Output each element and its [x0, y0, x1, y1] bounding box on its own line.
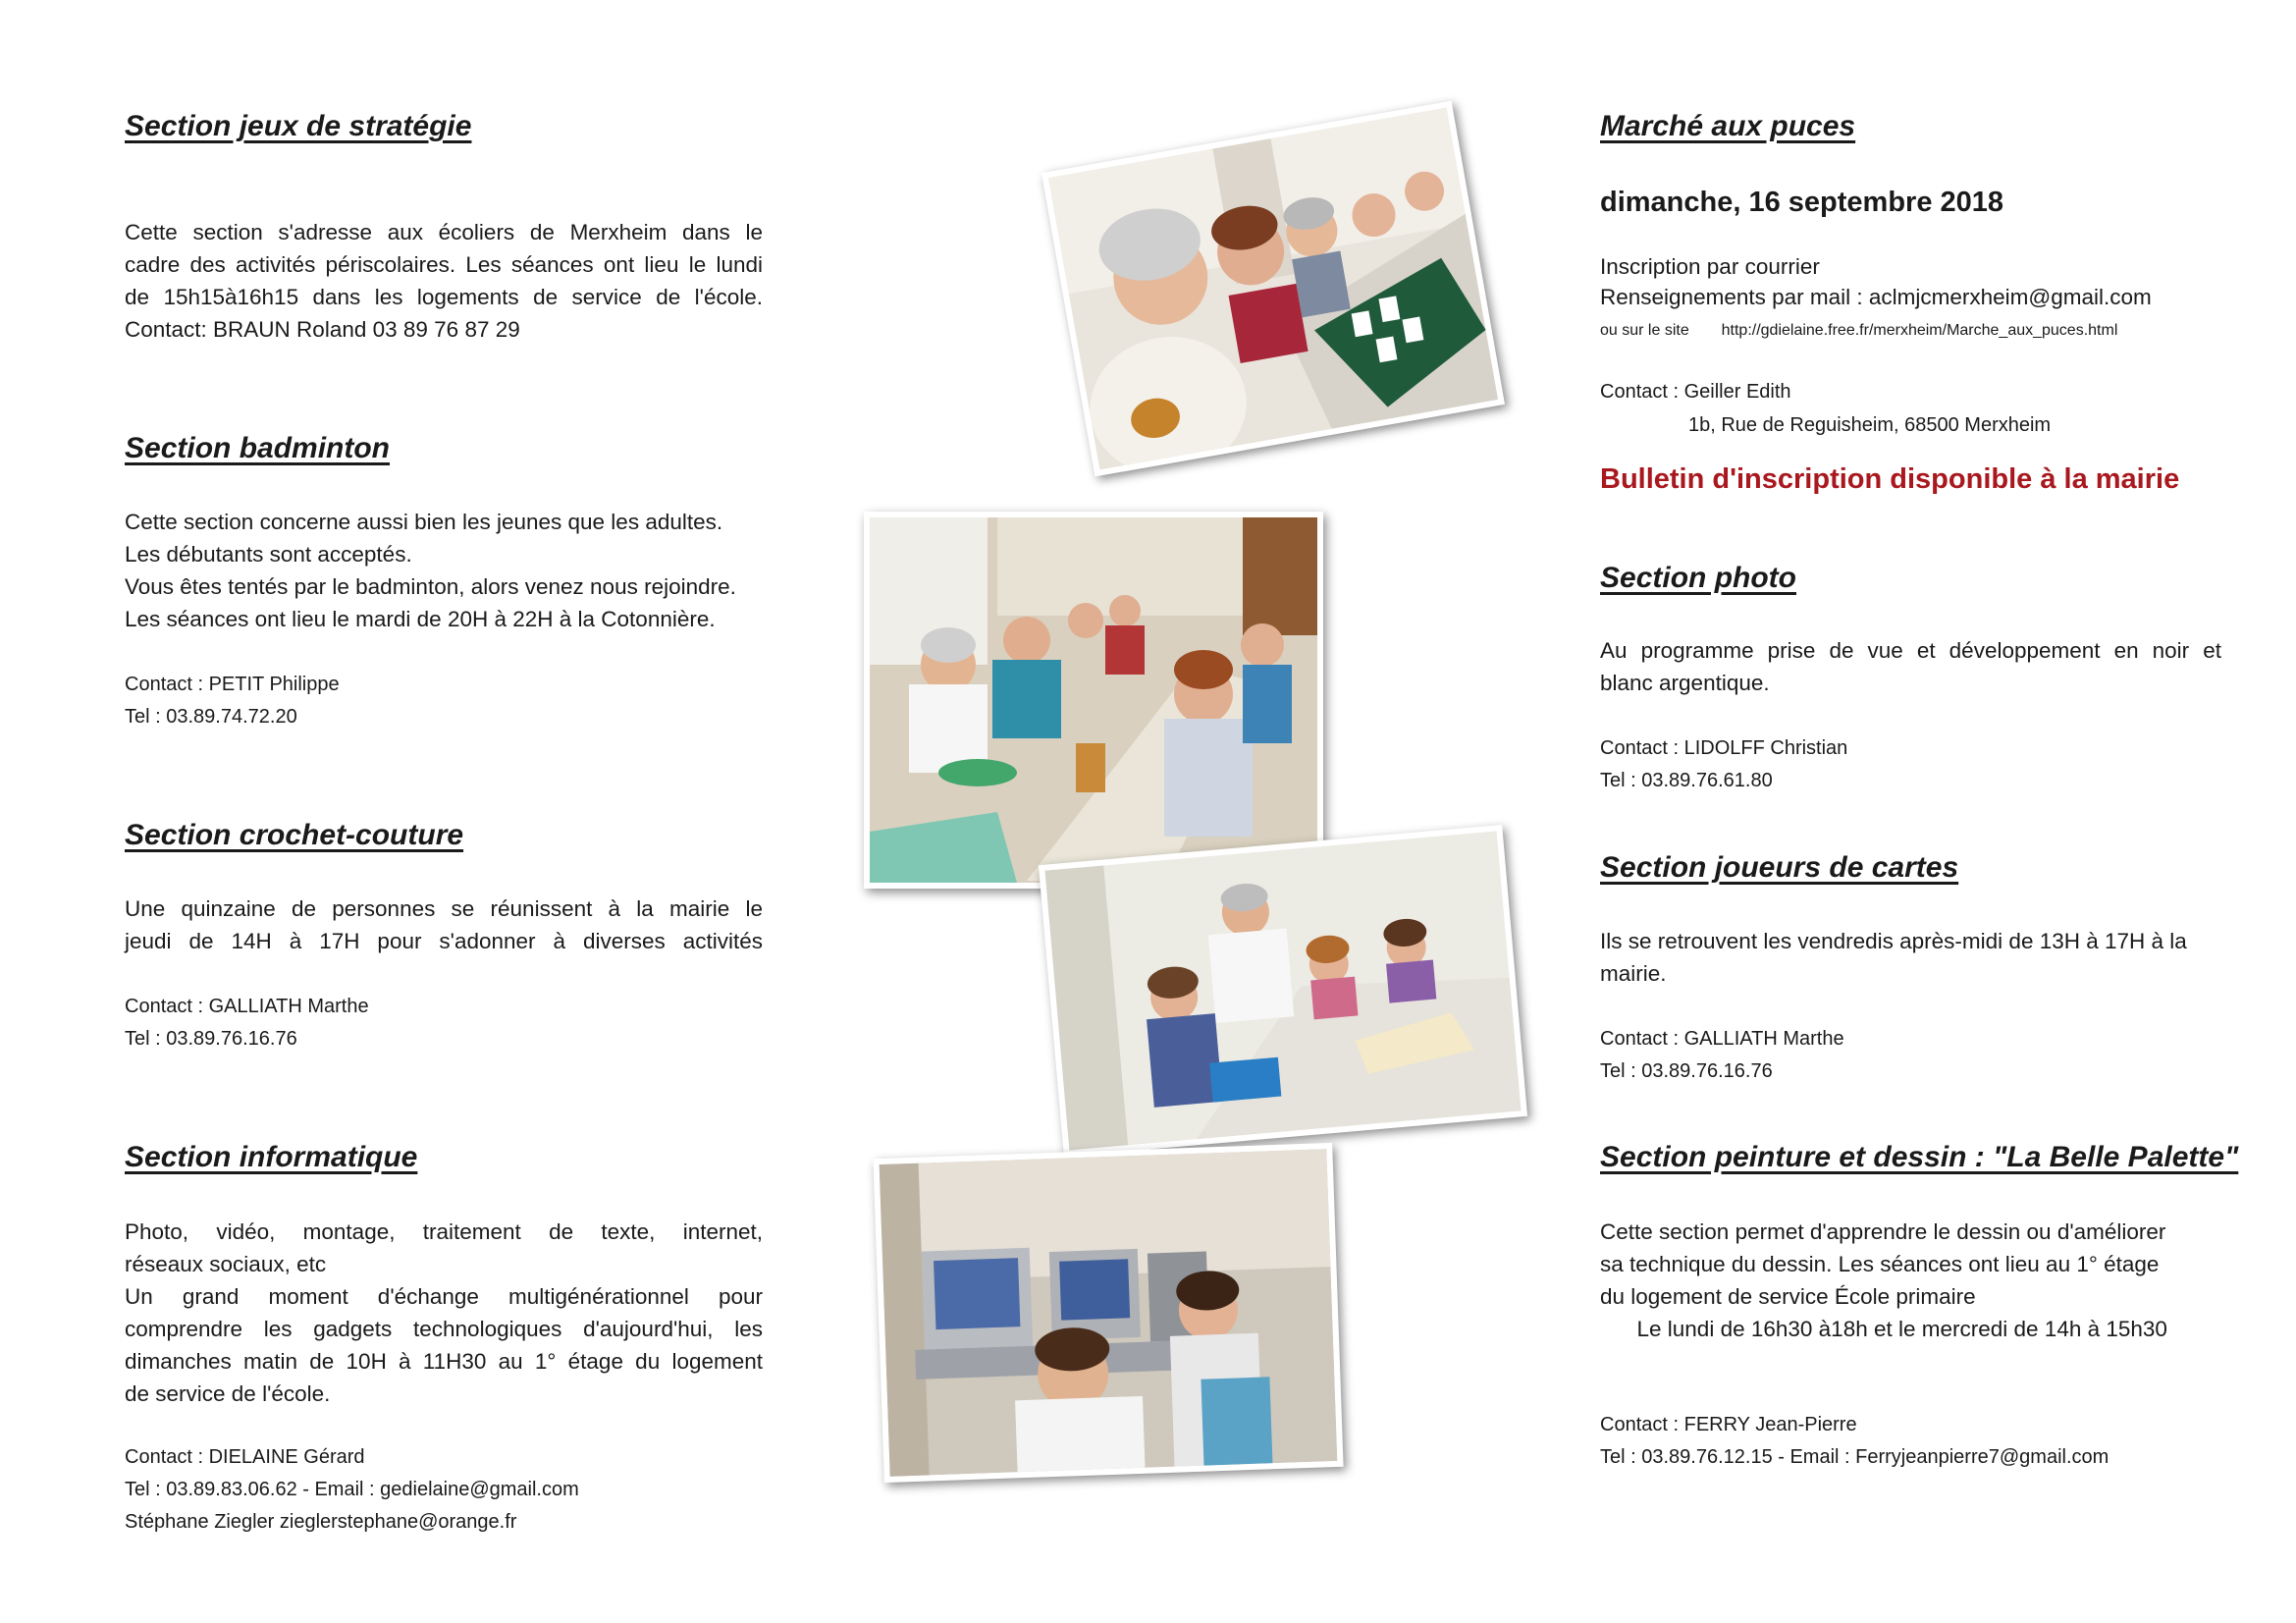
text-line: comprendre les gadgets technologiques d'aujourd'hui, les — [125, 1317, 763, 1341]
text-line: Au programme prise de vue et développement en noir et — [1600, 638, 2221, 663]
text-line: Contact: BRAUN Roland 03 89 76 87 29 — [125, 317, 520, 342]
informatique-extra-contact: Stéphane Ziegler zieglerstephane@orange.fr — [125, 1511, 517, 1533]
informatique-tel: Tel : 03.89.83.06.62 - Email : gedielaine@gmail.com — [125, 1479, 579, 1500]
section-cartes-text — [1600, 925, 2187, 990]
crochet-contact: Contact : GALLIATH Marthe — [125, 996, 369, 1017]
text-line: Les séances ont lieu le mardi de 20H à 22H à la Cotonnière. — [125, 607, 716, 631]
peinture-contact: Contact : FERRY Jean-Pierre — [1600, 1414, 1857, 1435]
text-line: Les débutants sont acceptés. — [125, 542, 412, 567]
photo-crochet-group-image — [870, 517, 1317, 883]
text-line: blanc argentique. — [1600, 671, 1770, 695]
section-peinture-text — [1600, 1216, 2167, 1345]
marche-mail — [1600, 281, 2152, 313]
section-informatique-title: Section informatique — [125, 1141, 418, 1173]
text-line: Cette section permet d'apprendre le dessin ou d'améliorer — [1600, 1219, 2166, 1244]
informatique-contact: Contact : DIELAINE Gérard — [125, 1446, 365, 1468]
text-line: réseaux sociaux, etc — [125, 1252, 327, 1276]
text-line: Cette section s'adresse aux écoliers de Merxheim dans le — [125, 220, 763, 244]
marche-contact: Contact : Geiller Edith — [1600, 381, 1791, 403]
text-line: Photo, vidéo, montage, traitement de texte, internet, — [125, 1219, 763, 1244]
section-badminton-title: Section badminton — [125, 432, 390, 464]
section-peinture-title: Section peinture et dessin : "La Belle Palette" — [1600, 1141, 2239, 1173]
peinture-tel: Tel : 03.89.76.12.15 - Email : Ferryjeanpierre7@gmail.com — [1600, 1446, 2109, 1468]
text-line: Cette section concerne aussi bien les jeunes que les adultes. — [125, 510, 723, 534]
text-line: dimanches matin de 10H à 11H30 au 1° étage du logement — [125, 1349, 763, 1374]
section-informatique-text — [125, 1216, 763, 1410]
text-line: jeudi de 14H à 17H pour s'adonner à diverses activités — [125, 929, 763, 953]
photo-children-drawing — [1039, 825, 1527, 1157]
photo-contact: Contact : LIDOLFF Christian — [1600, 737, 1848, 759]
text-line: Le lundi de 16h30 à18h et le mercredi de 14h à 15h30 — [1600, 1317, 2167, 1341]
marche-site-label: ou sur le site — [1600, 322, 1689, 339]
photo-children-drawing-image — [1044, 831, 1521, 1150]
badminton-contact: Contact : PETIT Philippe — [125, 674, 340, 695]
marche-address: 1b, Rue de Reguisheim, 68500 Merxheim — [1688, 414, 2052, 436]
text-line: Une quinzaine de personnes se réunissent à la mairie le — [125, 896, 763, 921]
marche-mail-text: Renseignements par mail : aclmjcmerxheim@gmail.com — [1600, 285, 2152, 309]
text-line: cadre des activités périscolaires. Les séances ont lieu le lundi — [125, 252, 763, 277]
section-crochet-text — [125, 893, 763, 957]
photo-tel: Tel : 03.89.76.61.80 — [1600, 770, 1773, 791]
text-line: mairie. — [1600, 961, 1667, 986]
text-line: Ils se retrouvent les vendredis après-midi de 13H à 17H à la — [1600, 929, 2187, 953]
text-line: de 15h15à16h15 dans les logements de service de l'école. — [125, 285, 763, 309]
crochet-tel: Tel : 03.89.76.16.76 — [125, 1028, 297, 1050]
photo-crochet-group — [864, 512, 1323, 889]
section-marche-title: Marché aux puces — [1600, 110, 1856, 142]
marche-site — [1600, 314, 2117, 347]
text-line: Un grand moment d'échange multigénérationnel pour — [125, 1284, 763, 1309]
section-photo-title: Section photo — [1600, 562, 1796, 594]
text-line: du logement de service École primaire — [1600, 1284, 1976, 1309]
section-strategie-title: Section jeux de stratégie — [125, 110, 472, 142]
section-strategie-text — [125, 216, 763, 346]
marche-date: dimanche, 16 septembre 2018 — [1600, 187, 2004, 218]
cartes-contact: Contact : GALLIATH Marthe — [1600, 1028, 1844, 1050]
section-cartes-title: Section joueurs de cartes — [1600, 851, 1959, 884]
text-line: sa technique du dessin. Les séances ont lieu au 1° étage — [1600, 1252, 2160, 1276]
text-line: Vous êtes tentés par le badminton, alors venez nous rejoindre. — [125, 574, 736, 599]
marche-info — [1600, 250, 1820, 283]
text-line: de service de l'école. — [125, 1381, 331, 1406]
photo-card-players-image — [1048, 108, 1498, 470]
cartes-tel: Tel : 03.89.76.16.76 — [1600, 1060, 1773, 1082]
section-crochet-title: Section crochet-couture — [125, 819, 464, 851]
section-photo-text — [1600, 634, 2221, 699]
marche-bulletin: Bulletin d'inscription disponible à la mairie — [1600, 463, 2180, 495]
badminton-tel: Tel : 03.89.74.72.20 — [125, 706, 297, 728]
marche-site-link[interactable]: http://gdielaine.free.fr/merxheim/Marche_aux_puces.html — [1721, 322, 2118, 339]
marche-inscription: Inscription par courrier — [1600, 254, 1820, 279]
photo-computer-room-image — [880, 1149, 1338, 1477]
section-badminton-text — [125, 506, 736, 635]
photo-card-players — [1041, 101, 1505, 477]
photo-computer-room — [873, 1143, 1343, 1483]
